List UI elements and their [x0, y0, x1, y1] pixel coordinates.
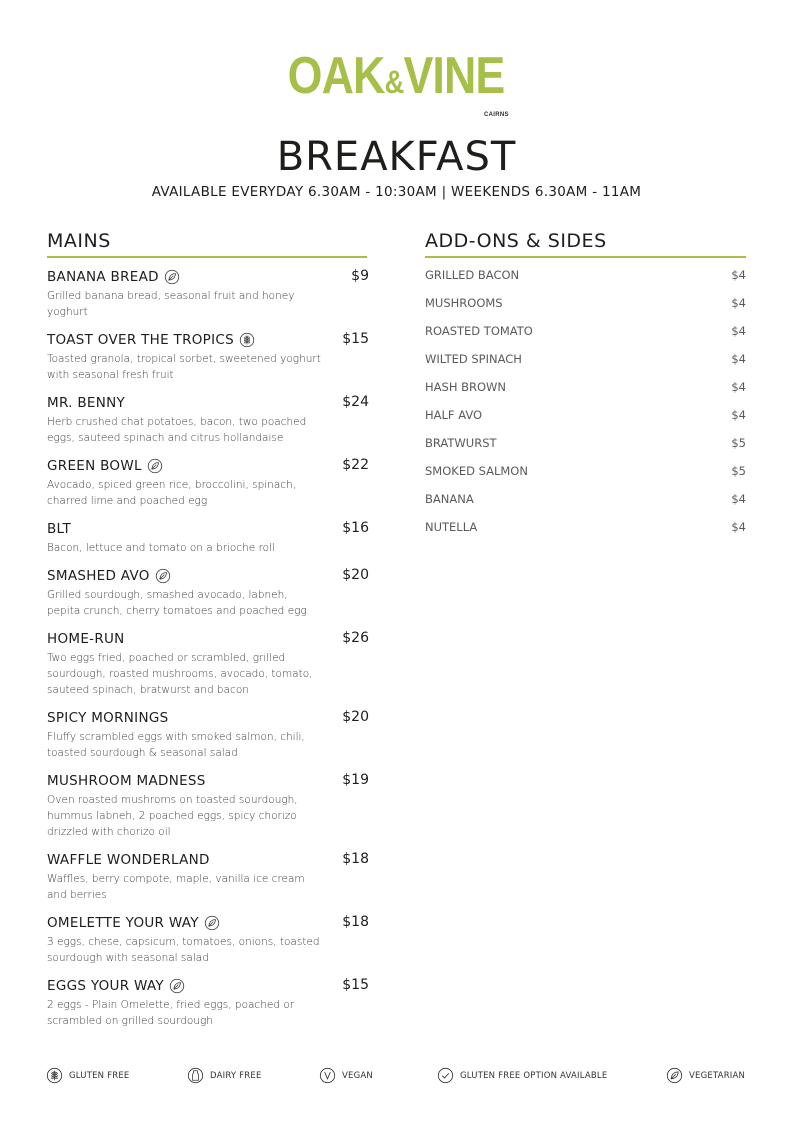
- menu-item-description: Bacon, lettuce and tomato on a brioche roll: [47, 542, 275, 554]
- addon-price: $4: [731, 268, 746, 282]
- vegetarian-icon: [155, 568, 171, 584]
- addon-price: $4: [731, 352, 746, 366]
- addon-item: [425, 431, 746, 459]
- addon-item: [425, 263, 746, 291]
- legend-label: VEGETARIAN: [689, 1070, 746, 1081]
- vegetarian-icon: [169, 978, 185, 994]
- menu-item-price: $18: [342, 851, 369, 867]
- legend-item: [46, 1067, 129, 1084]
- menu-item-price: $24: [342, 394, 369, 410]
- menu-item-name: BLT: [47, 521, 72, 537]
- menu-item-header: [47, 975, 369, 997]
- menu-item-price: $26: [342, 630, 369, 646]
- brand-name-right: VINE: [403, 47, 505, 105]
- menu-item-description: Waffles, berry compote, maple, vanilla ice cream and berries: [47, 873, 305, 901]
- vegetarian-icon: [666, 1067, 683, 1084]
- addon-item: [425, 291, 746, 319]
- addon-item: [425, 403, 746, 431]
- menu-item-description: Grilled sourdough, smashed avocado, labneh, pepita crunch, cherry tomatoes and poached egg: [47, 589, 307, 617]
- addon-price: $4: [731, 520, 746, 534]
- menu-item-price: $22: [342, 457, 369, 473]
- addon-name: ROASTED TOMATO: [425, 324, 533, 338]
- addon-price: $4: [731, 492, 746, 506]
- menu-item-description: Fluffy scrambled eggs with smoked salmon, chili, toasted sourdough & seasonal salad: [47, 731, 305, 759]
- addon-item: [425, 459, 746, 487]
- menu-item-header: [47, 455, 369, 477]
- menu-item: [47, 392, 369, 446]
- addon-price: $5: [731, 436, 746, 450]
- addon-item: [425, 347, 746, 375]
- legend-label: GLUTEN FREE OPTION AVAILABLE: [460, 1070, 608, 1081]
- menu-item-name: BANANA BREAD: [47, 269, 159, 285]
- menu-item-name: OMELETTE YOUR WAY: [47, 915, 199, 931]
- menu-item-header: [47, 565, 369, 587]
- menu-item-price: $15: [342, 977, 369, 993]
- addon-name: HALF AVO: [425, 408, 483, 422]
- menu-item-name: HOME-RUN: [47, 631, 125, 647]
- addon-name: BANANA: [425, 492, 474, 506]
- brand-name-left: OAK: [288, 47, 385, 105]
- menu-item-price: $19: [342, 772, 369, 788]
- menu-item-header: [47, 707, 369, 729]
- menu-item: [47, 518, 369, 556]
- menu-item-price: $20: [342, 567, 369, 583]
- menu-item-description: Two eggs fried, poached or scrambled, grilled sourdough, roasted mushrooms, avocado, tomato, sauteed spinach, bratwurst and bacon: [47, 652, 313, 696]
- menu-item-header: [47, 912, 369, 934]
- menu-item: [47, 912, 369, 966]
- menu-item-name: WAFFLE WONDERLAND: [47, 852, 210, 868]
- page-title: BREAKFAST: [276, 134, 517, 180]
- addon-name: GRILLED BACON: [425, 268, 520, 282]
- menu-item-header: [47, 392, 369, 414]
- addon-name: SMOKED SALMON: [425, 464, 528, 478]
- addon-price: $5: [731, 464, 746, 478]
- menu-item-header: [47, 770, 369, 792]
- addon-item: [425, 515, 746, 543]
- menu-item-description: Grilled banana bread, seasonal fruit and honey yoghurt: [47, 290, 295, 318]
- menu-item-header: [47, 849, 369, 871]
- menu-item-name: GREEN BOWL: [47, 458, 142, 474]
- menu-item-description: Herb crushed chat potatoes, bacon, two poached eggs, sauteed spinach and citrus hollandaise: [47, 416, 307, 444]
- menu-item-price: $9: [351, 268, 369, 284]
- menu-item-price: $18: [342, 914, 369, 930]
- addon-name: HASH BROWN: [425, 380, 507, 394]
- legend-label: DAIRY FREE: [210, 1070, 262, 1081]
- gluten-free-icon: [46, 1067, 63, 1084]
- brand-location: CAIRNS: [484, 112, 509, 118]
- legend-label: GLUTEN FREE: [69, 1070, 130, 1081]
- menu-item-description: Toasted granola, tropical sorbet, sweetened yoghurt with seasonal fresh fruit: [47, 353, 321, 381]
- addon-price: $4: [731, 296, 746, 310]
- addon-price: $4: [731, 408, 746, 422]
- menu-item-name: SMASHED AVO: [47, 568, 150, 584]
- menu-item: [47, 329, 369, 383]
- menu-item: [47, 975, 369, 1029]
- dietary-legend: [46, 1067, 748, 1087]
- addon-price: $4: [731, 380, 746, 394]
- addon-name: BRATWURST: [425, 436, 497, 450]
- brand-wordmark: [288, 47, 505, 105]
- menu-item-header: [47, 266, 369, 288]
- gluten-free-option-icon: [437, 1067, 454, 1084]
- menu-item-price: $15: [342, 331, 369, 347]
- addon-item: [425, 487, 746, 515]
- mains-list: [47, 266, 369, 1038]
- menu-item-name: TOAST OVER THE TROPICS: [47, 332, 234, 348]
- menu-item-header: [47, 628, 369, 650]
- menu-item-name: MR. BENNY: [47, 395, 126, 411]
- addon-item: [425, 319, 746, 347]
- menu-item-description: Oven roasted mushroms on toasted sourdough, hummus labneh, 2 poached eggs, spicy chorizo drizzled with chorizo oil: [47, 794, 298, 838]
- brand-ampersand: &: [384, 64, 404, 100]
- menu-item: [47, 266, 369, 320]
- menu-item: [47, 707, 369, 761]
- menu-item-description: 2 eggs - Plain Omelette, fried eggs, poached or scrambled on grilled sourdough: [47, 999, 295, 1027]
- addon-price: $4: [731, 324, 746, 338]
- menu-item-header: [47, 518, 369, 540]
- menu-item-header: [47, 329, 369, 351]
- addon-name: NUTELLA: [425, 520, 478, 534]
- menu-item-price: $20: [342, 709, 369, 725]
- dairy-free-icon: [187, 1067, 204, 1084]
- legend-item: [437, 1067, 607, 1084]
- opening-hours: AVAILABLE EVERYDAY 6.30AM - 10:30AM | WEEKENDS 6.30AM - 11AM: [151, 184, 642, 200]
- menu-item: [47, 565, 369, 619]
- vegetarian-icon: [147, 458, 163, 474]
- menu-item-name: SPICY MORNINGS: [47, 710, 169, 726]
- menu-item: [47, 628, 369, 698]
- addon-name: WILTED SPINACH: [425, 352, 522, 366]
- menu-item-price: $16: [342, 520, 369, 536]
- legend-item: [666, 1067, 745, 1084]
- addons-list: [425, 263, 746, 543]
- addon-name: MUSHROOMS: [425, 296, 503, 310]
- menu-item-name: MUSHROOM MADNESS: [47, 773, 206, 789]
- brand-logo: [0, 47, 793, 105]
- vegan-icon: [319, 1067, 336, 1084]
- addons-heading: ADD-ONS & SIDES: [425, 230, 746, 258]
- mains-heading: MAINS: [47, 230, 367, 258]
- menu-item-description: Avocado, spiced green rice, broccolini, spinach, charred lime and poached egg: [47, 479, 297, 507]
- addon-item: [425, 375, 746, 403]
- vegetarian-icon: [164, 269, 180, 285]
- menu-item-name: EGGS YOUR WAY: [47, 978, 164, 994]
- menu-item: [47, 849, 369, 903]
- legend-item: [187, 1067, 262, 1084]
- menu-item: [47, 770, 369, 840]
- legend-item: [319, 1067, 373, 1084]
- menu-item-description: 3 eggs, chese, capsicum, tomatoes, onions, toasted sourdough with seasonal salad: [47, 936, 320, 964]
- gluten-free-icon: [239, 332, 255, 348]
- vegetarian-icon: [204, 915, 220, 931]
- legend-label: VEGAN: [342, 1070, 373, 1081]
- menu-item: [47, 455, 369, 509]
